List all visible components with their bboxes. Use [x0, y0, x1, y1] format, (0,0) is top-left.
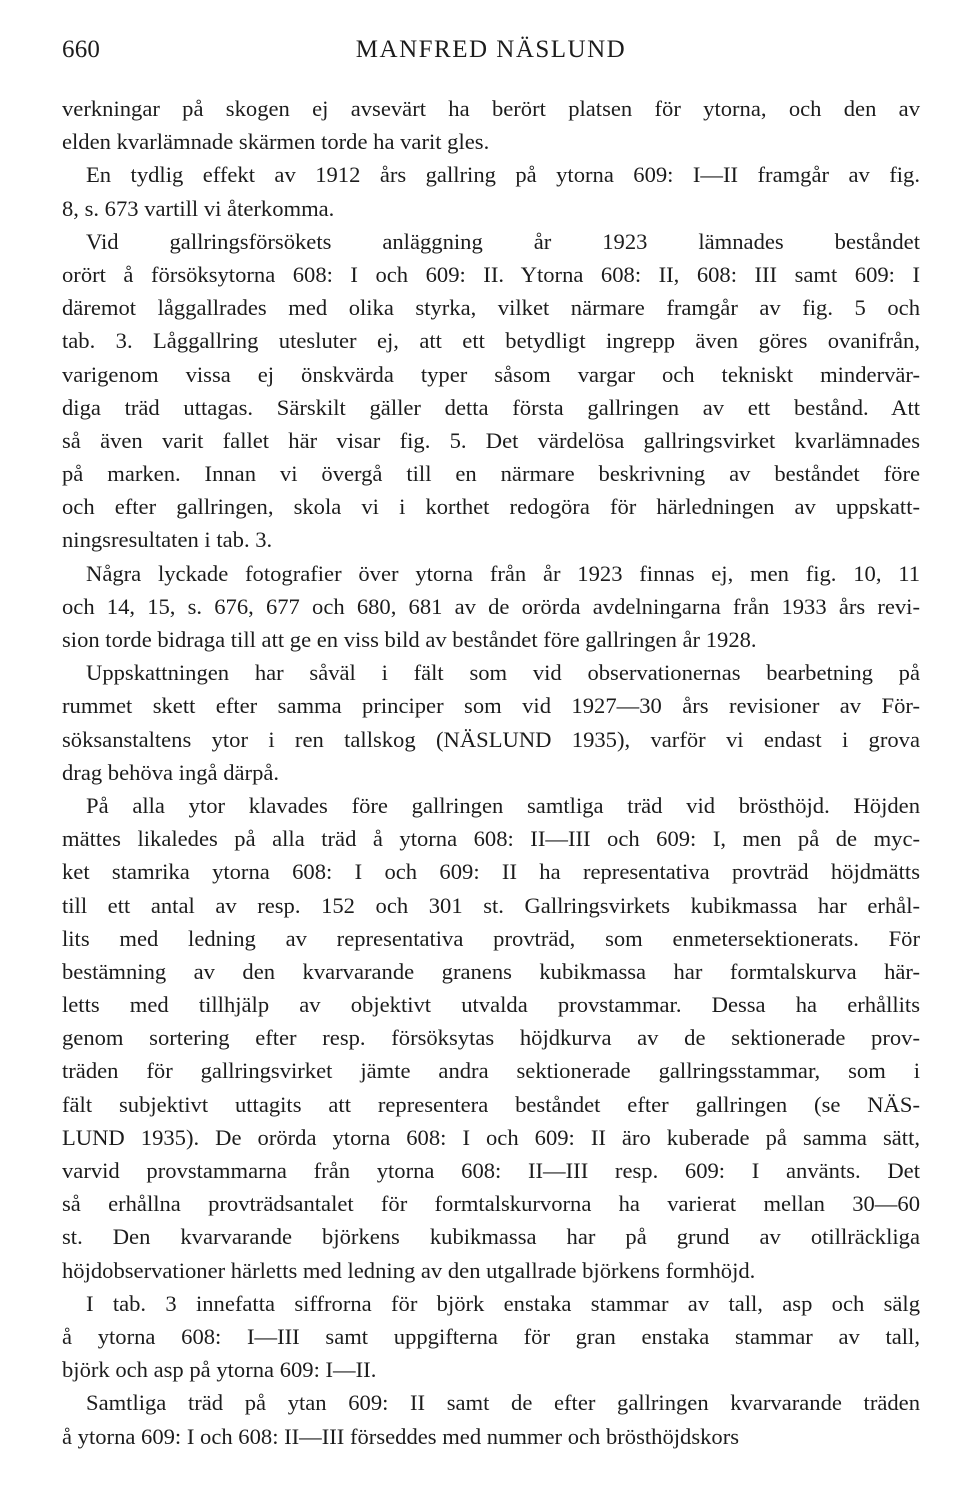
- text-line: bestämning av den kvarvarande granens kubikmassa har formtalskurva här-: [62, 958, 920, 984]
- text-line: å ytorna 609: I och 608: II—III förseddes med nummer och brösthöjdskors: [62, 1423, 740, 1449]
- text-line: I tab. 3 innefatta siffrorna för björk enstaka stammar av tall, asp och sälg: [86, 1290, 920, 1316]
- text-line: däremot låggallrades med olika styrka, vilket närmare framgår av fig. 5 och: [62, 295, 920, 321]
- paragraph: [62, 656, 920, 789]
- text-line: och efter gallringen, skola vi i korthet redogöra för härledningen av uppskatt-: [62, 494, 920, 520]
- text-line: LUND 1935). De orörda ytorna 608: I och 609: II äro kuberade på samma sätt,: [62, 1124, 920, 1150]
- running-header: [62, 32, 920, 72]
- text-line: höjdobservationer härletts med ledning av den utgallrade björkens formhöjd.: [62, 1257, 756, 1283]
- text-line: På alla ytor klavades före gallringen samtliga träd vid brösthöjd. Höjden: [86, 792, 920, 818]
- text-line: så erhållna provträdsantalet för formtalskurvorna ha varierat mellan 30—60: [62, 1191, 920, 1217]
- text-line: till ett antal av resp. 152 och 301 st. Gallringsvirkets kubikmassa har erhål-: [62, 892, 920, 918]
- text-line: på marken. Innan vi övergå till en närmare beskrivning av beståndet före: [62, 461, 920, 487]
- text-line: elden kvarlämnade skärmen torde ha varit gles.: [62, 129, 490, 155]
- text-line: orört å försöksytorna 608: I och 609: II. Ytorna 608: II, 608: III samt 609: I: [62, 261, 920, 287]
- text-line: Vid gallringsförsökets anläggning år 1923 lämnades beståndet: [86, 228, 920, 254]
- text-line: och 14, 15, s. 676, 677 och 680, 681 av de orörda avdelningarna från 1933 års revi-: [62, 593, 920, 619]
- text-line: fält subjektivt uttagits att representera beståndet efter gallringen (se NÄS-: [62, 1091, 920, 1117]
- text-line: söksanstaltens ytor i ren tallskog (NÄSLUND 1935), varför vi endast i grova: [62, 726, 920, 752]
- running-title: MANFRED NÄSLUND: [355, 36, 627, 63]
- text-line: å ytorna 608: I—III samt uppgifterna för gran enstaka stammar av tall,: [62, 1323, 920, 1349]
- paragraph: [62, 92, 920, 158]
- paragraph: [62, 158, 920, 224]
- text-line: varigenom vissa ej önskvärda typer såsom vargar och tekniskt mindervär-: [62, 361, 920, 387]
- text-line: tab. 3. Låggallring utesluter ej, att ett betydligt ingrepp även göres ovanifrån,: [62, 328, 920, 354]
- text-line: st. Den kvarvarande björkens kubikmassa har på grund av otillräckliga: [62, 1224, 920, 1250]
- paragraph: [62, 789, 920, 1287]
- text-line: rummet skett efter samma principer som vid 1927—30 års revisioner av För-: [62, 693, 920, 719]
- text-line: ningsresultaten i tab. 3.: [62, 527, 273, 553]
- text-line: letts med tillhjälp av objektivt utvalda provstammar. Dessa ha erhållits: [62, 992, 920, 1018]
- text-line: sion torde bidraga till att ge en viss bild av beståndet före gallringen år 1928.: [62, 627, 757, 652]
- text-line: genom sortering efter resp. försöksytas höjdkurva av de sektionerade prov-: [62, 1025, 920, 1051]
- book-page: [62, 32, 920, 1453]
- body-text: [62, 92, 920, 1453]
- text-line: diga träd uttagas. Särskilt gäller detta första gallringen av ett bestånd. Att: [62, 394, 920, 420]
- text-line: lits med ledning av representativa provträd, som enmetersektionerats. För: [62, 925, 920, 951]
- text-line: björk och asp på ytorna 609: I—II.: [62, 1357, 377, 1383]
- text-line: träden för gallringsvirket jämte andra sektionerade gallringsstammar, som i: [62, 1058, 920, 1084]
- text-line: så även varit fallet här visar fig. 5. Det värdelösa gallringsvirket kvarlämnades: [62, 427, 920, 453]
- text-line: Samtliga träd på ytan 609: II samt de efter gallringen kvarvarande träden: [86, 1390, 920, 1416]
- text-line: varvid provstammarna från ytorna 608: II—III resp. 609: I använts. Det: [62, 1158, 920, 1183]
- text-line: mättes likaledes på alla träd å ytorna 608: II—III och 609: I, men på de myc-: [62, 826, 920, 852]
- text-line: drag behöva ingå därpå.: [62, 759, 280, 785]
- paragraph: [62, 1287, 920, 1387]
- text-line: 8, s. 673 vartill vi återkomma.: [62, 195, 335, 221]
- paragraph: [62, 557, 920, 657]
- text-line: Uppskattningen har såväl i fält som vid observationernas bearbetning på: [86, 660, 920, 686]
- text-line: En tydlig effekt av 1912 års gallring på ytorna 609: I—II framgår av fig.: [86, 162, 920, 188]
- page-number: 660: [62, 36, 101, 63]
- paragraph: [62, 1386, 920, 1452]
- paragraph: [62, 225, 920, 557]
- text-line: Några lyckade fotografier över ytorna från år 1923 finnas ej, men fig. 10, 11: [86, 560, 920, 586]
- text-line: ket stamrika ytorna 608: I och 609: II ha representativa provträd höjdmätts: [62, 859, 920, 885]
- text-line: verkningar på skogen ej avsevärt ha berört platsen för ytorna, och den av: [62, 96, 920, 121]
